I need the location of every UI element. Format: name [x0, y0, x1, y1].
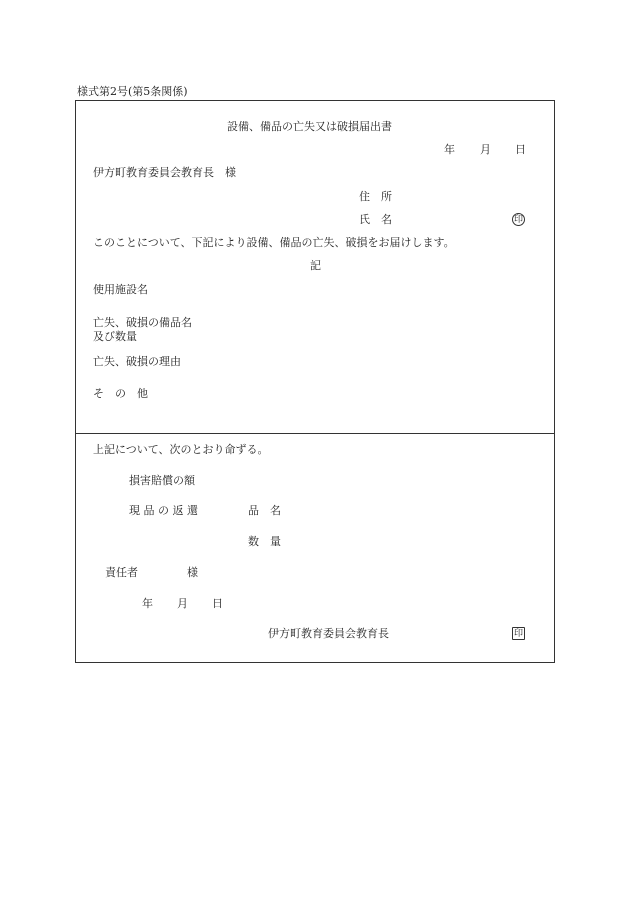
- facility-name-label: 使用施設名: [93, 283, 148, 296]
- item-name-label: 品 名: [248, 504, 281, 517]
- form-number-label: 様式第2号(第5条関係): [77, 85, 188, 98]
- lower-date-month-label: 月: [177, 597, 188, 610]
- other-label: そ の 他: [93, 387, 148, 400]
- responsible-person-label: 責任者: [105, 566, 138, 579]
- date-day-label: 日: [515, 143, 526, 156]
- ki-label: 記: [310, 259, 321, 272]
- address-label: 住 所: [359, 190, 392, 203]
- reason-label: 亡失、破損の理由: [93, 355, 181, 368]
- issuer-seal-icon: 印: [513, 629, 523, 639]
- return-label: 現 品 の 返 還: [129, 504, 198, 517]
- items-label-line2: 及び数量: [93, 330, 137, 343]
- form-box: [75, 100, 555, 663]
- lower-date-year-label: 年: [142, 597, 153, 610]
- name-label: 氏 名: [359, 213, 392, 226]
- quantity-label: 数 量: [248, 535, 281, 548]
- addressee: 伊方町教育委員会教育長 様: [93, 166, 236, 179]
- section-divider: [75, 433, 555, 434]
- issuer-label: 伊方町教育委員会教育長: [268, 627, 389, 640]
- date-year-label: 年: [444, 143, 455, 156]
- statement: このことについて、下記により設備、備品の亡失、破損をお届けします。: [93, 236, 455, 249]
- date-month-label: 月: [480, 143, 491, 156]
- items-label-line1: 亡失、破損の備品名: [93, 316, 192, 329]
- order-statement: 上記について、次のとおり命ずる。: [93, 443, 269, 456]
- lower-date-day-label: 日: [212, 597, 223, 610]
- document-title: 設備、備品の亡失又は破損届出書: [227, 120, 392, 133]
- compensation-label: 損害賠償の額: [129, 474, 195, 487]
- responsible-sama-label: 様: [187, 566, 198, 579]
- seal-icon: 印: [513, 215, 523, 225]
